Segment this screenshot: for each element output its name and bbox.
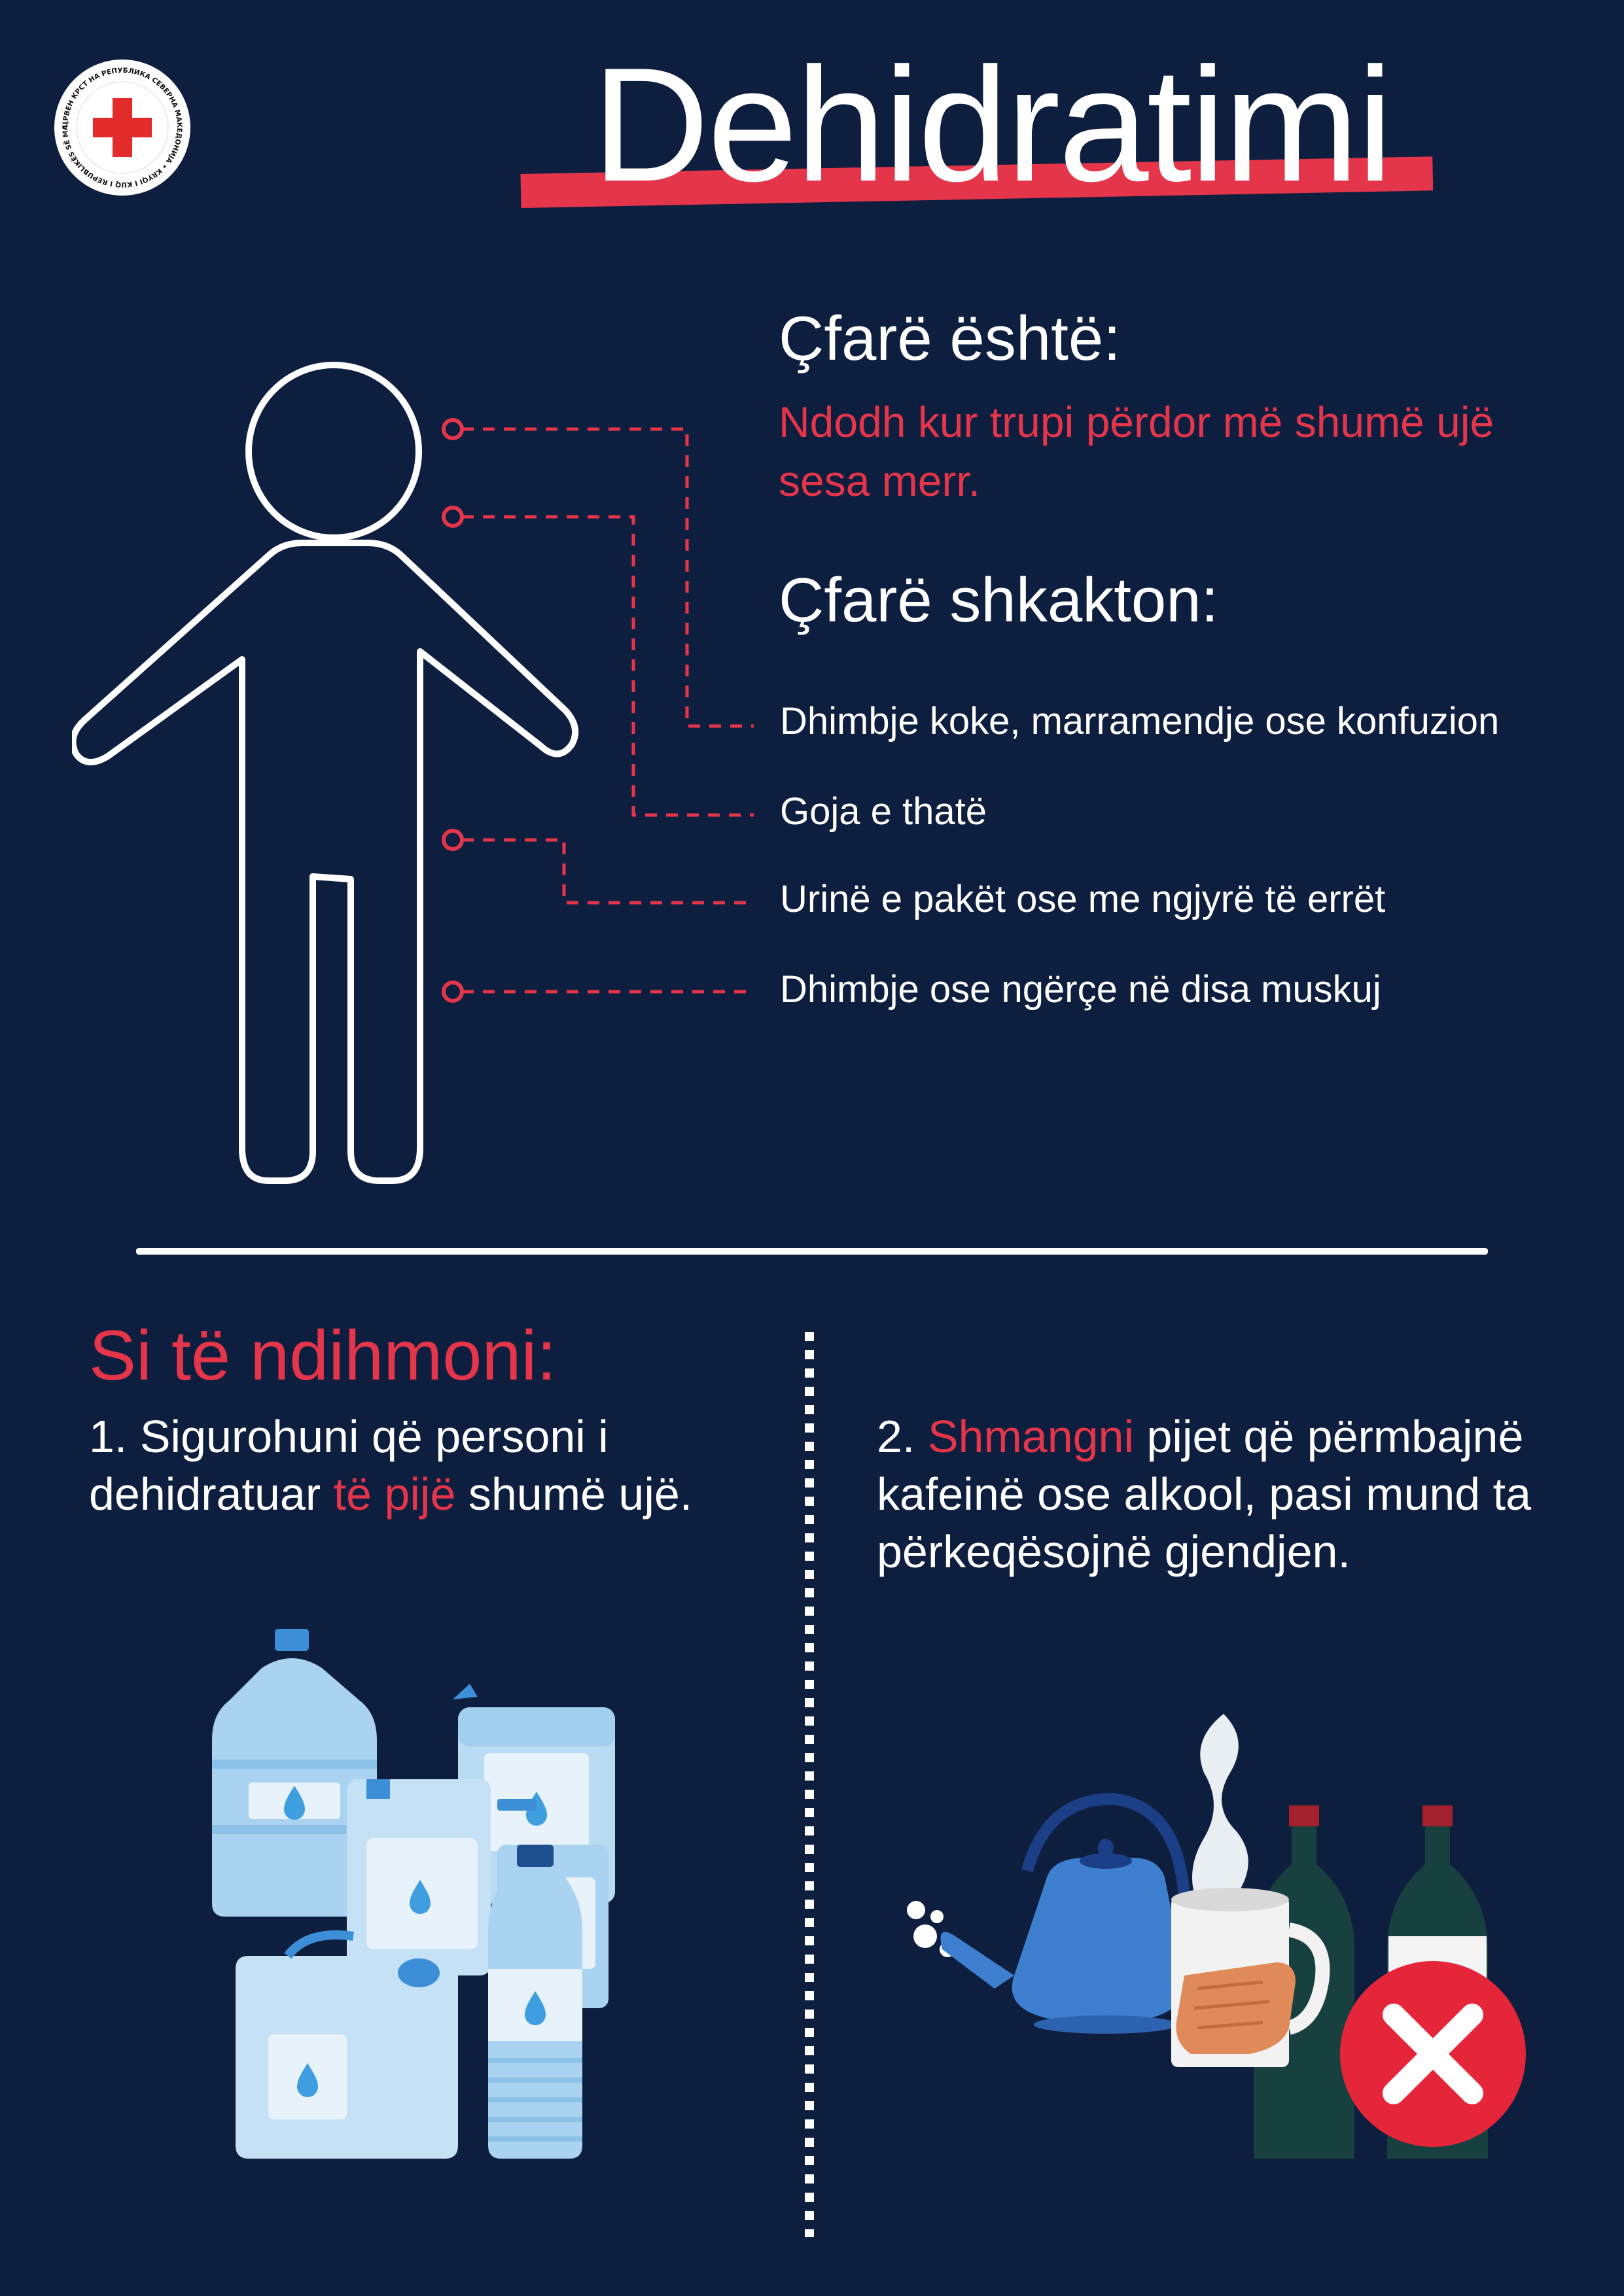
column-divider: [805, 1332, 814, 2237]
causes-heading: Çfarë shkakton:: [779, 565, 1219, 635]
tip1-text: 1. Sigurohuni që personi i dehidratuar: [89, 1411, 609, 1520]
kettle-icon: [941, 1799, 1186, 2034]
water-canister-icon: [347, 1779, 491, 1975]
symptom-muscle-cramps: Dhimbje ose ngërçe në disa muskuj: [780, 968, 1381, 1011]
human-body-outline-icon: [72, 353, 595, 1204]
tip1-highlight: të pijë: [333, 1469, 456, 1520]
symptom-dry-mouth: Goja e thatë: [780, 790, 987, 833]
tip-drink-water: [89, 1408, 769, 1523]
page-title: Dehidratimi: [592, 33, 1392, 215]
symptom-urine: Urinë e pakët ose me ngjyrë të errët: [780, 878, 1386, 920]
x-circle-icon: [1340, 1961, 1526, 2147]
what-is-it-answer: Ndodh kur trupi përdor më shumë ujë sesa merr.: [779, 398, 1494, 505]
tip2-number: 2.: [877, 1411, 928, 1462]
what-is-it-heading: Çfarë është:: [779, 304, 1121, 374]
help-heading: Si të ndihmoni:: [89, 1315, 557, 1395]
coffee-alcohol-illustration: [896, 1701, 1538, 2159]
tip-avoid-caffeine-alcohol: [877, 1408, 1583, 1580]
water-bottle-icon: [488, 1845, 582, 2159]
water-containers-illustration: [209, 1629, 680, 2165]
red-cross-logo: [52, 58, 192, 198]
tip1-text-end: shumë ujë.: [455, 1469, 693, 1520]
tip2-text-end: pijet që përmbajnë kafeinë ose alkool, pasi mund ta përkeqësojnë gjendjen.: [877, 1411, 1532, 1577]
water-canister-icon: [236, 1935, 458, 2159]
section-divider: [136, 1248, 1488, 1255]
symptom-headache: Dhimbje koke, marramendje ose konfuzion: [780, 700, 1500, 742]
tip2-highlight: Shmangni: [927, 1411, 1135, 1462]
logo-ring-text: ЦРВЕН КРСТ НА РЕПУБЛИКА СЕВЕРНА МАКЕДОНИЈА • KRYQI I KUQ I REPUBLIKËS SË MA: [61, 66, 184, 189]
